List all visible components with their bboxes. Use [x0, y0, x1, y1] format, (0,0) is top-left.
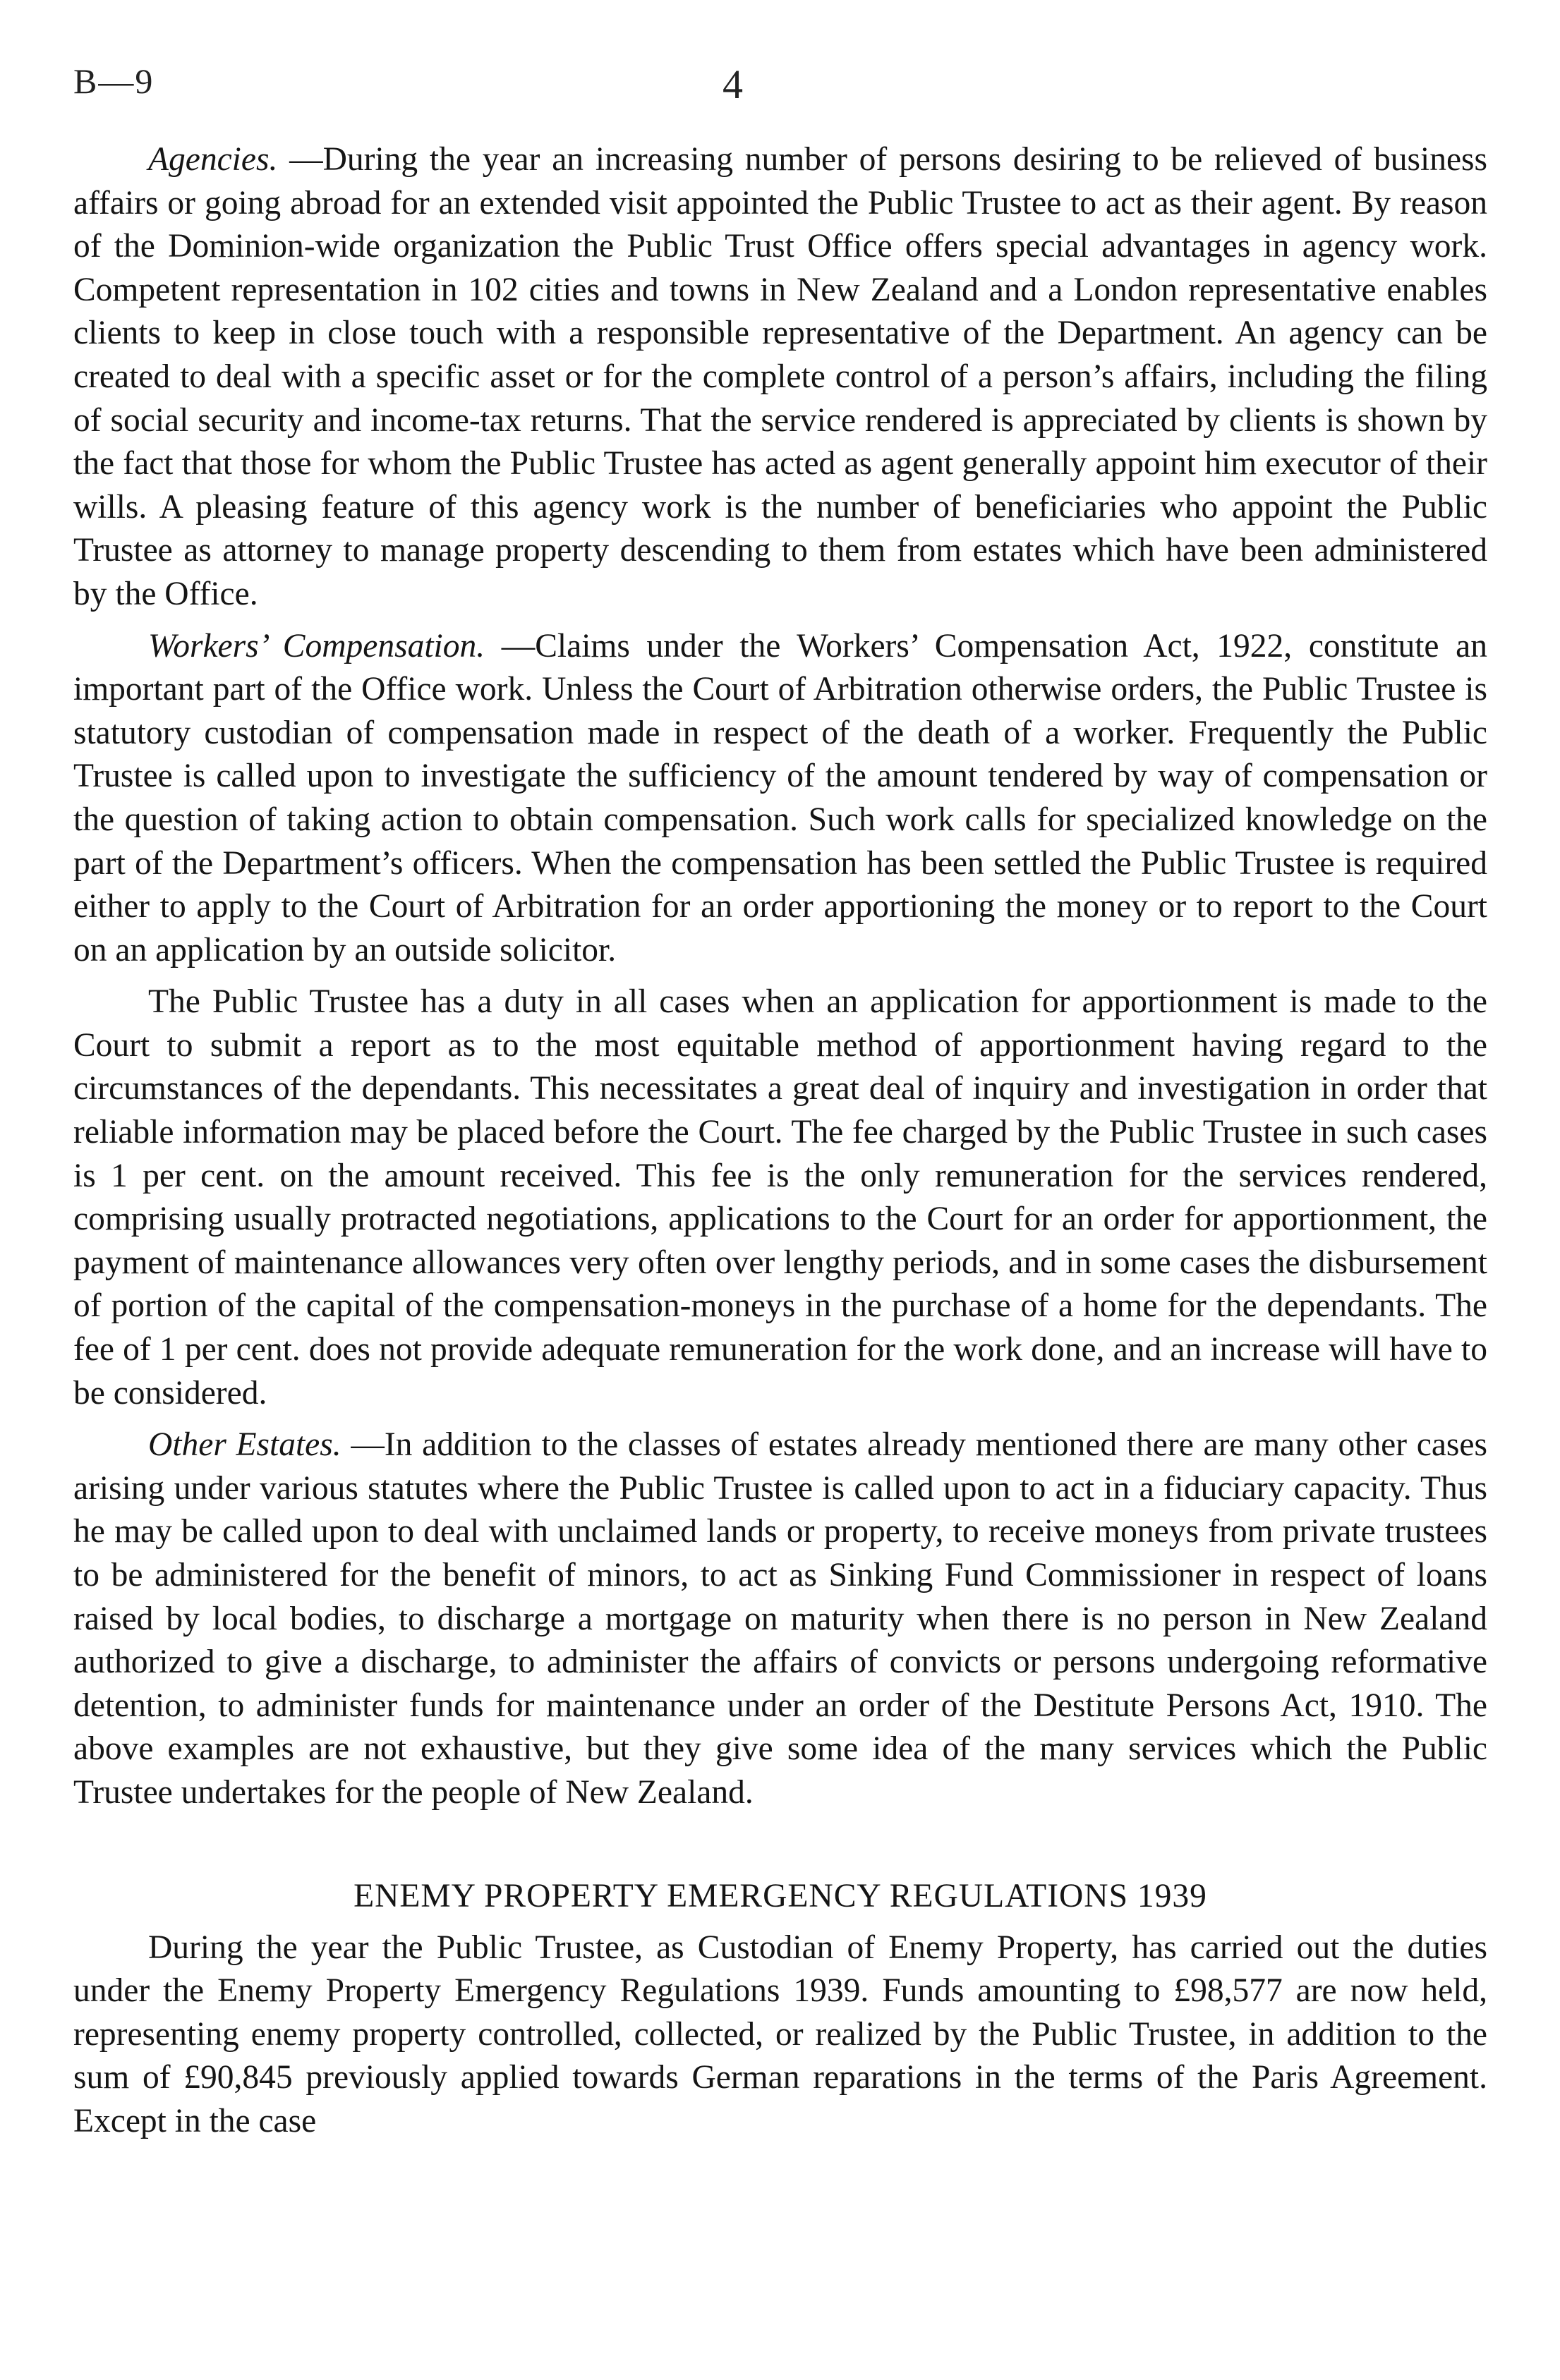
paragraph-text: During the year the Public Trustee, as Custodian of Enemy Property, has carried out the duties under the Enemy Property Emergency Regulations 1939. Funds amounting to £98,577 are now held, representing enemy property controlled, collected, or realized by the Public Trustee, in addition to the sum of £90,845 previously applied towards German reparations in the terms of the Paris Agreement. Except in the case: [73, 1929, 1487, 2139]
document-page: [73, 61, 1487, 2152]
page-number: 4: [722, 61, 743, 107]
paragraph-other-estates: [73, 1423, 1487, 1814]
paragraph-text: —During the year an increasing number of persons desiring to be relieved of business affairs or going abroad for an extended visit appointed the Public Trustee to act as their agent. By reason of the Dominion-wide organization the Public Trust Office offers special advantages in agency work. Competent representation in 102 cities and towns in New Zealand and a London representative enables clients to keep in close touch with a responsible representative of the Department. An agency can be created to deal with a specific asset or for the complete control of a person’s affairs, including the filing of social security and income-tax returns. That the service rendered is appreciated by clients is shown by the fact that those for whom the Public Trustee has acted as agent generally appoint him executor of their wills. A pleasing feature of this agency work is the number of beneficiaries who appoint the Public Trustee as attorney to manage property descending to them from estates which have been administered by the Office.: [73, 141, 1487, 612]
run-in-heading: Agencies.: [148, 141, 278, 178]
document-reference: B—9: [73, 61, 155, 101]
paragraph-enemy-property: [73, 1926, 1487, 2144]
paragraph-apportionment: [73, 980, 1487, 1415]
paragraph-workers-compensation: [73, 625, 1487, 973]
paragraph-agencies: [73, 138, 1487, 617]
paragraph-text: —Claims under the Workers’ Compensation Act, 1922, constitute an important part of the Office work. Unless the Court of Arbitration otherwise orders, the Public Trustee is statutory custodian of compensation made in respect of the death of a worker. Frequently the Public Trustee is called upon to investigate the sufficiency of the amount tendered by way of compensation or the question of taking action to obtain compensation. Such work calls for specialized knowledge on the part of the Department’s officers. When the compensation has been settled the Public Trustee is required either to apply to the Court of Arbitration for an order apportioning the money or to report to the Court on an application by an outside solicitor.: [73, 627, 1487, 969]
section-heading: ENEMY PROPERTY EMERGENCY REGULATIONS 1939: [353, 1877, 1207, 1914]
page-header: [73, 61, 1487, 138]
run-in-heading: Workers’ Compensation.: [148, 627, 485, 664]
paragraph-text: The Public Trustee has a duty in all cases when an application for apportionment is made to the Court to submit a report as to the most equitable method of apportionment having regard to the circumstances of the dependants. This necessitates a great deal of inquiry and investigation in order that reliable information may be placed before the Court. The fee charged by the Public Trustee in such cases is 1 per cent. on the amount received. This fee is the only remuneration for the services rendered, comprising usually protracted negotiations, applications to the Court for an order for apportionment, the payment of maintenance allowances very often over lengthy periods, and in some cases the disbursement of portion of the capital of the compensation-moneys in the purchase of a home for the dependants. The fee of 1 per cent. does not provide adequate remuneration for the work done, and an increase will have to be considered.: [73, 983, 1487, 1411]
paragraph-text: —In addition to the classes of estates already mentioned there are many other cases arising under various statutes where the Public Trustee is called upon to act in a fiduciary capacity. Thus he may be called upon to deal with unclaimed lands or property, to receive moneys from private trustees to be administered for the benefit of minors, to act as Sinking Fund Commissioner in respect of loans raised by local bodies, to discharge a mortgage on maturity when there is no person in New Zealand authorized to give a discharge, to administer the affairs of convicts or persons undergoing reformative detention, to administer funds for maintenance under an order of the Destitute Persons Act, 1910. The above examples are not exhaustive, but they give some idea of the many services which the Public Trustee undertakes for the people of New Zealand.: [73, 1426, 1487, 1811]
run-in-heading: Other Estates.: [148, 1426, 341, 1464]
